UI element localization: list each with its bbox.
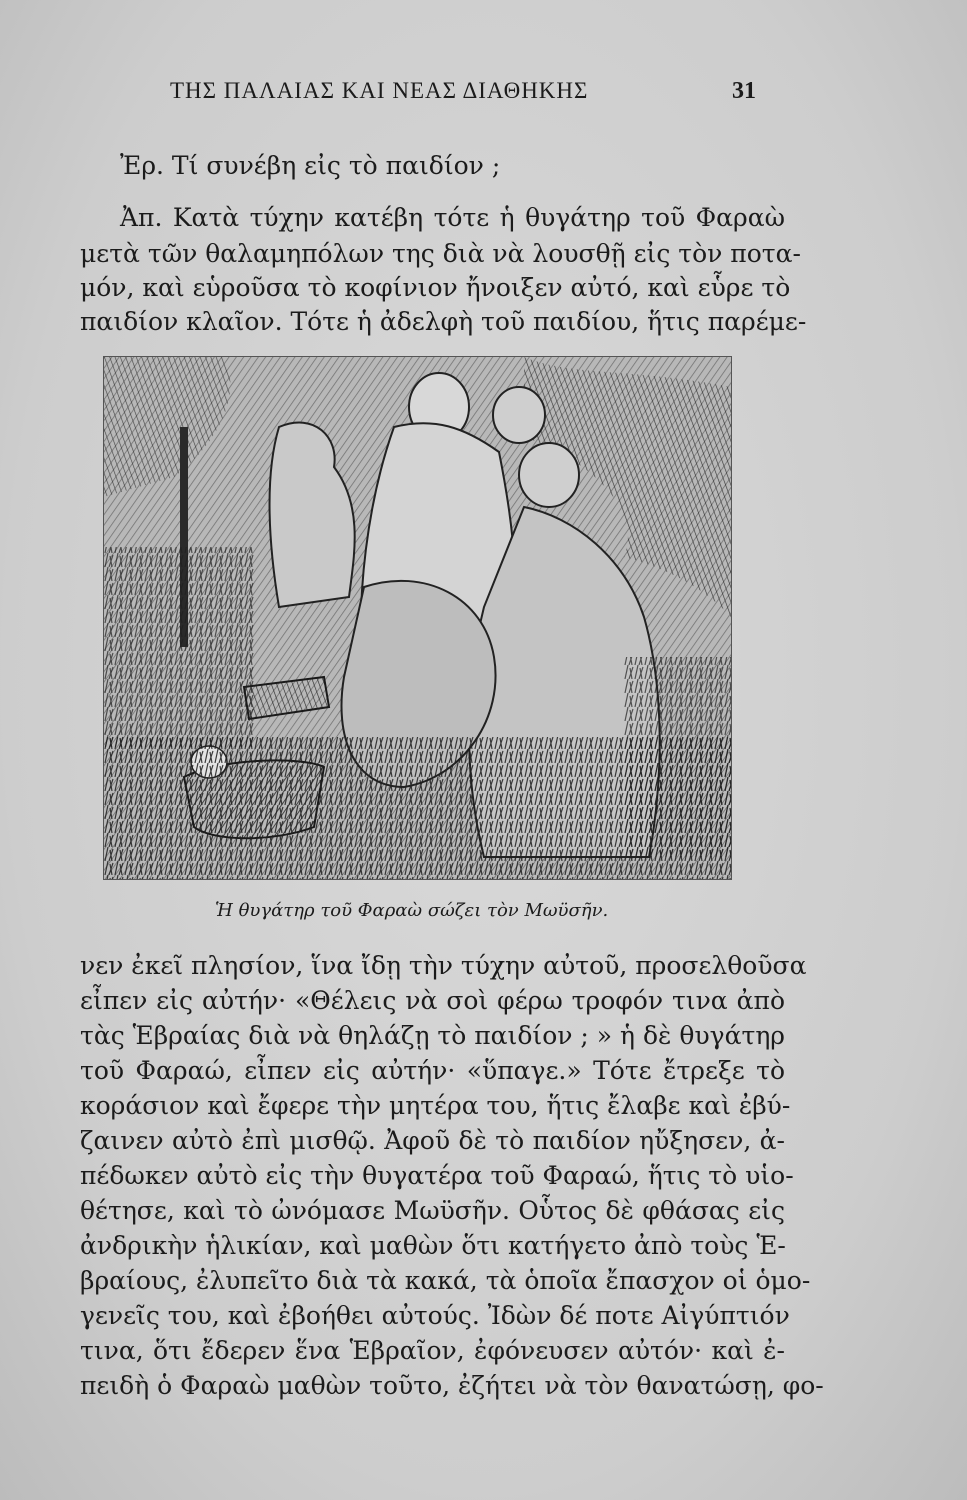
body-line: ἀνδρικὴν ἡλικίαν, καὶ μαθὼν ὅτι κατήγετο ἀπὸ τοὺς Ἑ-	[80, 1231, 786, 1260]
reeds-left	[104, 547, 254, 747]
answer-line: παιδίον κλαῖον. Τότε ἡ ἀδελφὴ τοῦ παιδίου, ἥτις παρέμε-	[80, 307, 807, 336]
body-line: εἶπεν εἰς αὐτήν· «Θέλεις νὰ σοὶ φέρω τροφόν τινα ἀπὸ	[80, 986, 785, 1015]
body-line: πέδωκεν αὐτὸ εἰς τὴν θυγατέρα τοῦ Φαραώ, ἥτις τὸ υἱο-	[80, 1161, 794, 1190]
running-title: ΤΗΣ ΠΑΛΑΙΑΣ ΚΑΙ ΝΕΑΣ ΔΙΑΘΗΚΗΣ	[170, 78, 589, 103]
answer-line: Ἀπ. Κατὰ τύχην κατέβη τότε ἡ θυγάτηρ τοῦ Φαραὼ	[120, 203, 785, 232]
page-number: 31	[732, 78, 756, 104]
body-line: κοράσιον καὶ ἔφερε τὴν μητέρα του, ἥτις ἔλαβε καὶ ἐβύ-	[80, 1091, 791, 1120]
body-line: τοῦ Φαραώ, εἶπεν εἰς αὐτήν· «ὕπαγε.» Τότε ἔτρεξε τὸ	[80, 1056, 785, 1085]
body-line: γενεῖς του, καὶ ἐβοήθει αὐτούς. Ἰδὼν δέ ποτε Αἰγύπτιόν	[80, 1301, 790, 1330]
engraving-illustration	[103, 356, 732, 880]
answer-line: μόν, καὶ εὑροῦσα τὸ κοφίνιον ἤνοιξεν αὐτό, καὶ εὗρε τὸ	[80, 273, 791, 302]
body-line: τινα, ὅτι ἔδερεν ἕνα Ἑβραῖον, ἐφόνευσεν αὐτόν· καὶ ἐ-	[80, 1336, 785, 1365]
figure-caption: Ἡ θυγάτηρ τοῦ Φαραὼ σώζει τὸν Μωϋσῆν.	[215, 900, 609, 921]
body-line: θέτησε, καὶ τὸ ὠνόμασε Μωϋσῆν. Οὗτος δὲ φθάσας εἰς	[80, 1196, 785, 1225]
body-line: βραίους, ἐλυπεῖτο διὰ τὰ κακά, τὰ ὁποῖα ἔπασχον οἱ ὁμο-	[80, 1266, 811, 1295]
body-line: νεν ἐκεῖ πλησίον, ἵνα ἴδῃ τὴν τύχην αὐτοῦ, προσελθοῦσα	[80, 951, 807, 980]
question-line: Ἐρ. Τί συνέβη εἰς τὸ παιδίον ;	[120, 151, 501, 180]
attendant-head	[493, 387, 545, 443]
servant-head	[519, 443, 579, 507]
body-line: τὰς Ἑβραίας διὰ νὰ θηλάζῃ τὸ παιδίον ; » ἡ δὲ θυγάτηρ	[80, 1021, 785, 1050]
body-line: ζαινεν αὐτὸ ἐπὶ μισθῷ. Ἀφοῦ δὲ τὸ παιδίον ηὔξησεν, ἀ-	[80, 1126, 785, 1155]
answer-line: μετὰ τῶν θαλαμηπόλων της διὰ νὰ λουσθῇ εἰς τὸν ποτα-	[80, 239, 801, 268]
reeds-right	[624, 657, 731, 857]
body-line: πειδὴ ὁ Φαραὼ μαθὼν τοῦτο, ἐζήτει νὰ τὸν θανατώσῃ, φο-	[80, 1371, 824, 1400]
